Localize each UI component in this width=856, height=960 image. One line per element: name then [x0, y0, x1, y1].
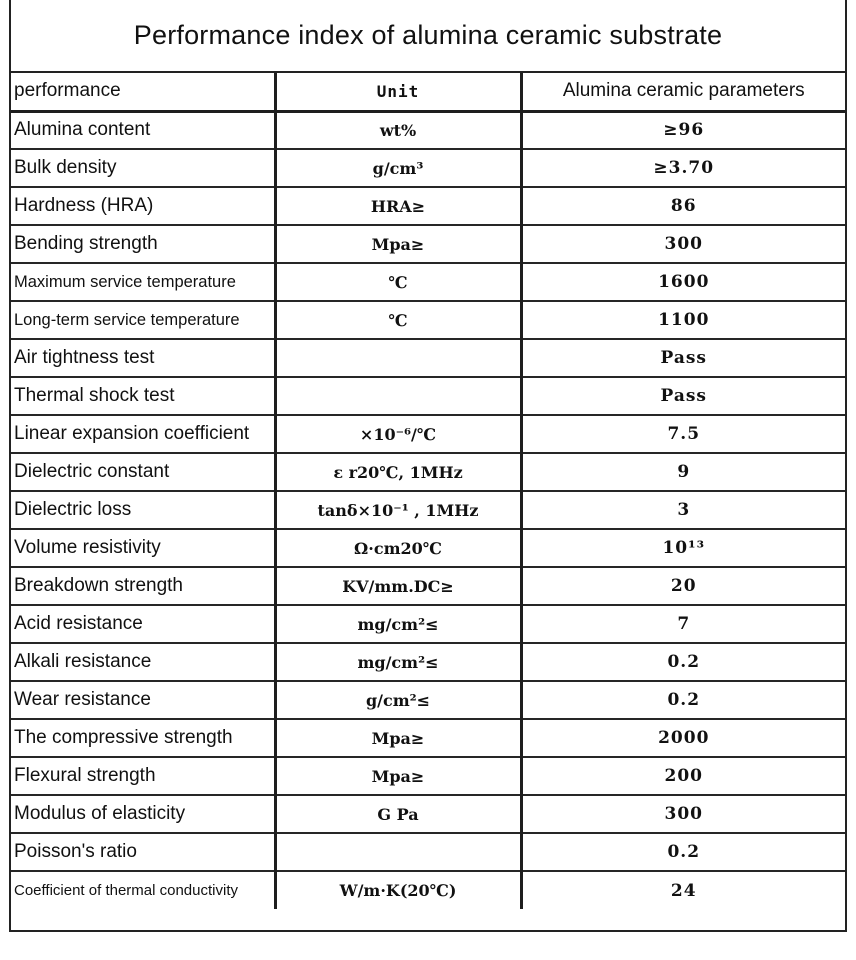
table-row: [11, 795, 845, 833]
cell-value: 300: [521, 795, 845, 833]
cell-value: 24: [670, 880, 697, 901]
cell-unit: G Pa: [275, 795, 521, 833]
table-row: [11, 719, 845, 757]
cell-value: 7.5: [521, 415, 845, 453]
cell-value: 0.2: [521, 833, 845, 871]
cell-unit: wt%: [275, 111, 521, 149]
cell-value: 20: [521, 567, 845, 605]
cell-value: Pass: [521, 339, 845, 377]
cell-unit: ε r20℃, 1MHz: [275, 453, 521, 491]
cell-performance: Acid resistance: [11, 605, 275, 643]
cell-performance: Bending strength: [11, 225, 275, 263]
cell-unit: ℃: [275, 301, 521, 339]
table-row: [11, 529, 845, 567]
cell-unit: HRA≥: [275, 187, 521, 225]
cell-value: 86: [521, 187, 845, 225]
cell-unit: KV/mm.DC≥: [275, 567, 521, 605]
table-row: [11, 605, 845, 643]
cell-performance: Thermal shock test: [11, 377, 275, 415]
cell-performance: The compressive strength: [11, 719, 275, 757]
table-row: [11, 339, 845, 377]
table-row: [11, 301, 845, 339]
cell-unit: mg/cm²≤: [275, 643, 521, 681]
cell-value: 0.2: [521, 643, 845, 681]
table-row: [11, 111, 845, 149]
cell-unit: tanδ×10⁻¹ , 1MHz: [275, 491, 521, 529]
cell-unit: Mpa≥: [275, 719, 521, 757]
cell-performance: Breakdown strength: [11, 567, 275, 605]
table-row: [11, 453, 845, 491]
cell-performance: Alumina content: [11, 111, 275, 149]
cell-performance: Flexural strength: [11, 757, 275, 795]
cell-value: 7: [521, 605, 845, 643]
table-row: [11, 491, 845, 529]
table-header-row: [11, 73, 845, 111]
table-row: [11, 833, 845, 871]
cell-unit: g/cm²≤: [275, 681, 521, 719]
cell-unit: W/m·K(20℃): [275, 871, 521, 909]
cell-value: 1600: [521, 263, 845, 301]
table-row: [11, 225, 845, 263]
table-row: [11, 643, 845, 681]
cell-performance: Bulk density: [11, 149, 275, 187]
cell-value: 2000: [521, 719, 845, 757]
cell-unit: g/cm³: [275, 149, 521, 187]
cell-performance: Coefficient of thermal conductivity: [11, 871, 275, 909]
cell-value: 10¹³: [521, 529, 845, 567]
page-title: Performance index of alumina ceramic substrate: [11, 0, 845, 73]
spec-table: [11, 73, 845, 909]
cell-unit: [275, 339, 521, 377]
cell-value: ≥96: [521, 111, 845, 149]
cell-value: 9: [521, 453, 845, 491]
cell-performance: Modulus of elasticity: [11, 795, 275, 833]
cell-unit: Ω·cm20℃: [275, 529, 521, 567]
cell-unit: ℃: [275, 263, 521, 301]
table-row: [11, 871, 845, 909]
cell-value: ≥3.70: [521, 149, 845, 187]
header-value: Alumina ceramic parameters: [521, 73, 845, 111]
table-row: [11, 415, 845, 453]
table-row: [11, 757, 845, 795]
cell-value: 0.2: [521, 681, 845, 719]
cell-performance: Dielectric loss: [11, 491, 275, 529]
cell-unit: [275, 833, 521, 871]
spec-sheet: [9, 0, 847, 932]
table-row: [11, 567, 845, 605]
table-row: [11, 263, 845, 301]
cell-unit: Mpa≥: [275, 225, 521, 263]
table-row: [11, 149, 845, 187]
cell-performance: Dielectric constant: [11, 453, 275, 491]
cell-value: 3: [521, 491, 845, 529]
table-row: [11, 187, 845, 225]
cell-performance: Linear expansion coefficient: [11, 415, 275, 453]
cell-performance: Alkali resistance: [11, 643, 275, 681]
header-performance: performance: [11, 73, 275, 111]
cell-performance: Air tightness test: [11, 339, 275, 377]
header-unit: Unit: [275, 73, 521, 111]
table-row: [11, 681, 845, 719]
cell-value: Pass: [521, 377, 845, 415]
cell-performance: Poisson's ratio: [11, 833, 275, 871]
cell-unit: mg/cm²≤: [275, 605, 521, 643]
cell-unit: Mpa≥: [275, 757, 521, 795]
cell-value: 300: [521, 225, 845, 263]
cell-unit: ×10⁻⁶/℃: [275, 415, 521, 453]
table-row: [11, 377, 845, 415]
cell-performance: Long-term service temperature: [11, 301, 275, 339]
cell-performance: Maximum service temperature: [11, 263, 275, 301]
cell-performance: Wear resistance: [11, 681, 275, 719]
cell-value: 200: [521, 757, 845, 795]
cell-performance: Volume resistivity: [11, 529, 275, 567]
cell-unit: [275, 377, 521, 415]
cell-value: 1100: [521, 301, 845, 339]
cell-performance: Hardness (HRA): [11, 187, 275, 225]
